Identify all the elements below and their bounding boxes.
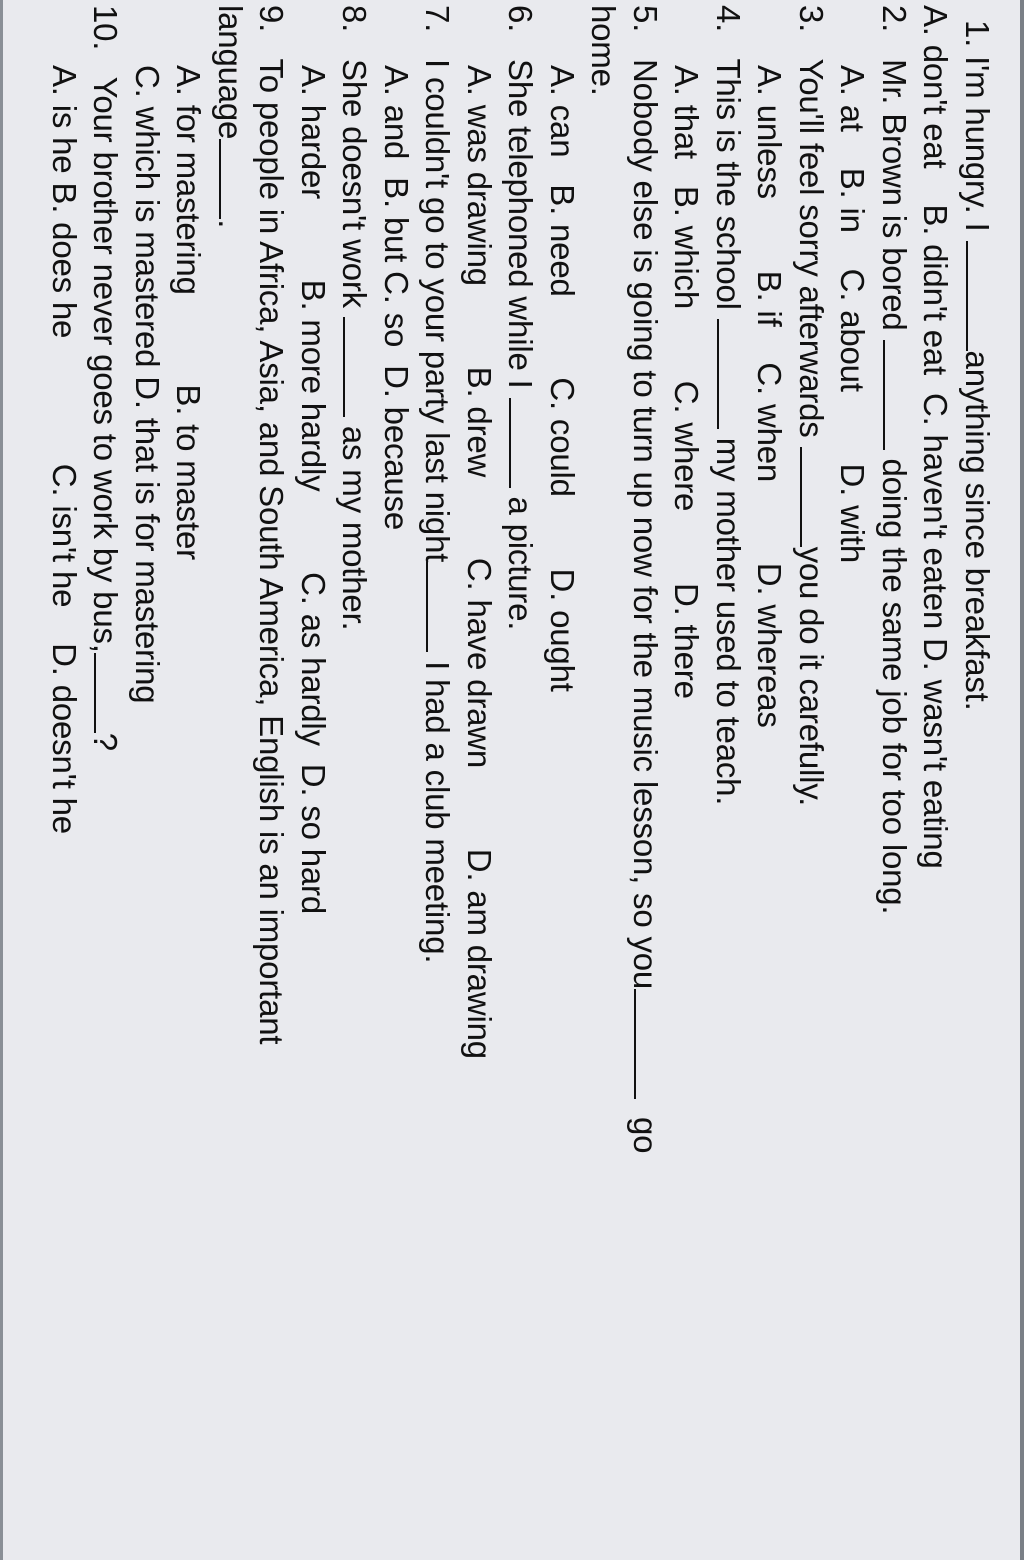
options-8 (293, 0, 335, 1560)
answer-blank (966, 241, 998, 351)
answer-blank (219, 139, 251, 219)
answer-options: A. was drawing B. drew C. have drawn D. am drawing (461, 65, 498, 1059)
question-6 (500, 0, 542, 1560)
question-8 (334, 0, 376, 1560)
exercise-list (44, 0, 1024, 1560)
question-text-end: . (212, 219, 249, 229)
answer-options: A. unless B. if C. when D. whereas (751, 65, 789, 728)
question-number: 1. (959, 20, 996, 48)
question-text-end: a picture. (502, 496, 540, 631)
question-9 (251, 0, 293, 1560)
answer-blank (883, 340, 915, 450)
answer-options: A. is he B. does he C. isn't he D. doesn't he (46, 65, 83, 834)
question-text-end: my mother used to teach. (710, 437, 747, 806)
question-7 (417, 0, 459, 1560)
options-9-second-line (127, 0, 169, 1560)
answer-blank (800, 447, 832, 547)
options-7 (376, 0, 418, 1560)
answer-options: A. for mastering B. to master (170, 65, 208, 560)
question-2 (874, 0, 916, 1560)
question-1 (957, 0, 999, 1560)
question-text-end: ? (87, 732, 125, 751)
question-text: I'm hungry. I (959, 56, 996, 232)
question-text: Your brother never goes to work by bus, (87, 76, 125, 653)
question-5-continuation (583, 0, 625, 1560)
question-text: Mr. Brown is bored (876, 59, 913, 331)
answer-options: A. at B. in C. about D. with (834, 65, 872, 563)
answer-blank (427, 562, 459, 652)
answer-options: A. can B. need C. could D. ought (544, 65, 581, 692)
question-number: 9. (253, 5, 291, 33)
answer-blank (634, 989, 666, 1099)
options-3 (749, 0, 791, 1560)
question-text: Nobody else is going to turn up now for the music lesson, so you (627, 59, 664, 990)
question-9-continuation (210, 0, 252, 1560)
answer-options: A. don't eat B. didn't eat C. haven't eaten D. wasn't eating (917, 5, 955, 869)
options-10 (44, 0, 86, 1560)
question-3 (791, 0, 833, 1560)
options-1 (915, 0, 957, 1560)
answer-options: C. which is mastered D. that is for mastering (129, 65, 166, 704)
question-text-continued: language (212, 5, 249, 140)
question-number: 3. (793, 5, 830, 33)
question-10 (85, 0, 127, 1560)
answer-blank (344, 317, 376, 417)
question-number: 4. (710, 5, 747, 33)
options-4 (666, 0, 708, 1560)
answer-blank (95, 653, 127, 733)
question-text: You'll feel sorry afterwards (793, 58, 830, 438)
answer-options: A. and B. but C. so D. because (378, 65, 415, 531)
question-text: I couldn't go to your party last night (419, 59, 457, 563)
question-text: She doesn't work (336, 59, 374, 308)
question-text: She telephoned while I (502, 59, 540, 389)
question-text: To people in Africa, Asia, and South America, English is an important (253, 58, 291, 1045)
options-2 (832, 0, 874, 1560)
question-4 (708, 0, 750, 1560)
options-6 (459, 0, 501, 1560)
answer-options: A. that B. which C. where D. there (668, 65, 706, 699)
answer-options: A. harder B. more hardly C. as hardly D. so hard (295, 65, 332, 914)
question-number: 7. (419, 5, 457, 33)
options-5 (542, 0, 584, 1560)
question-number: 8. (336, 5, 374, 33)
answer-blank (717, 319, 749, 429)
question-5 (625, 0, 667, 1560)
question-text-end: as my mother. (336, 425, 374, 631)
question-text: This is the school (710, 58, 747, 310)
question-text-end: anything since breakfast. (959, 350, 996, 711)
question-text-continued: home. (585, 5, 623, 96)
answer-blank (510, 398, 542, 488)
question-text-end: I had a club meeting. (419, 661, 457, 964)
question-text-end: you do it carefully. (793, 546, 830, 807)
question-number: 10. (87, 5, 125, 51)
question-text-end: go (627, 1117, 664, 1154)
options-9 (168, 0, 210, 1560)
question-text-end: doing the same job for too long. (876, 458, 913, 915)
question-number: 2. (876, 5, 913, 33)
question-number: 5. (627, 5, 664, 33)
question-number: 6. (502, 5, 540, 33)
